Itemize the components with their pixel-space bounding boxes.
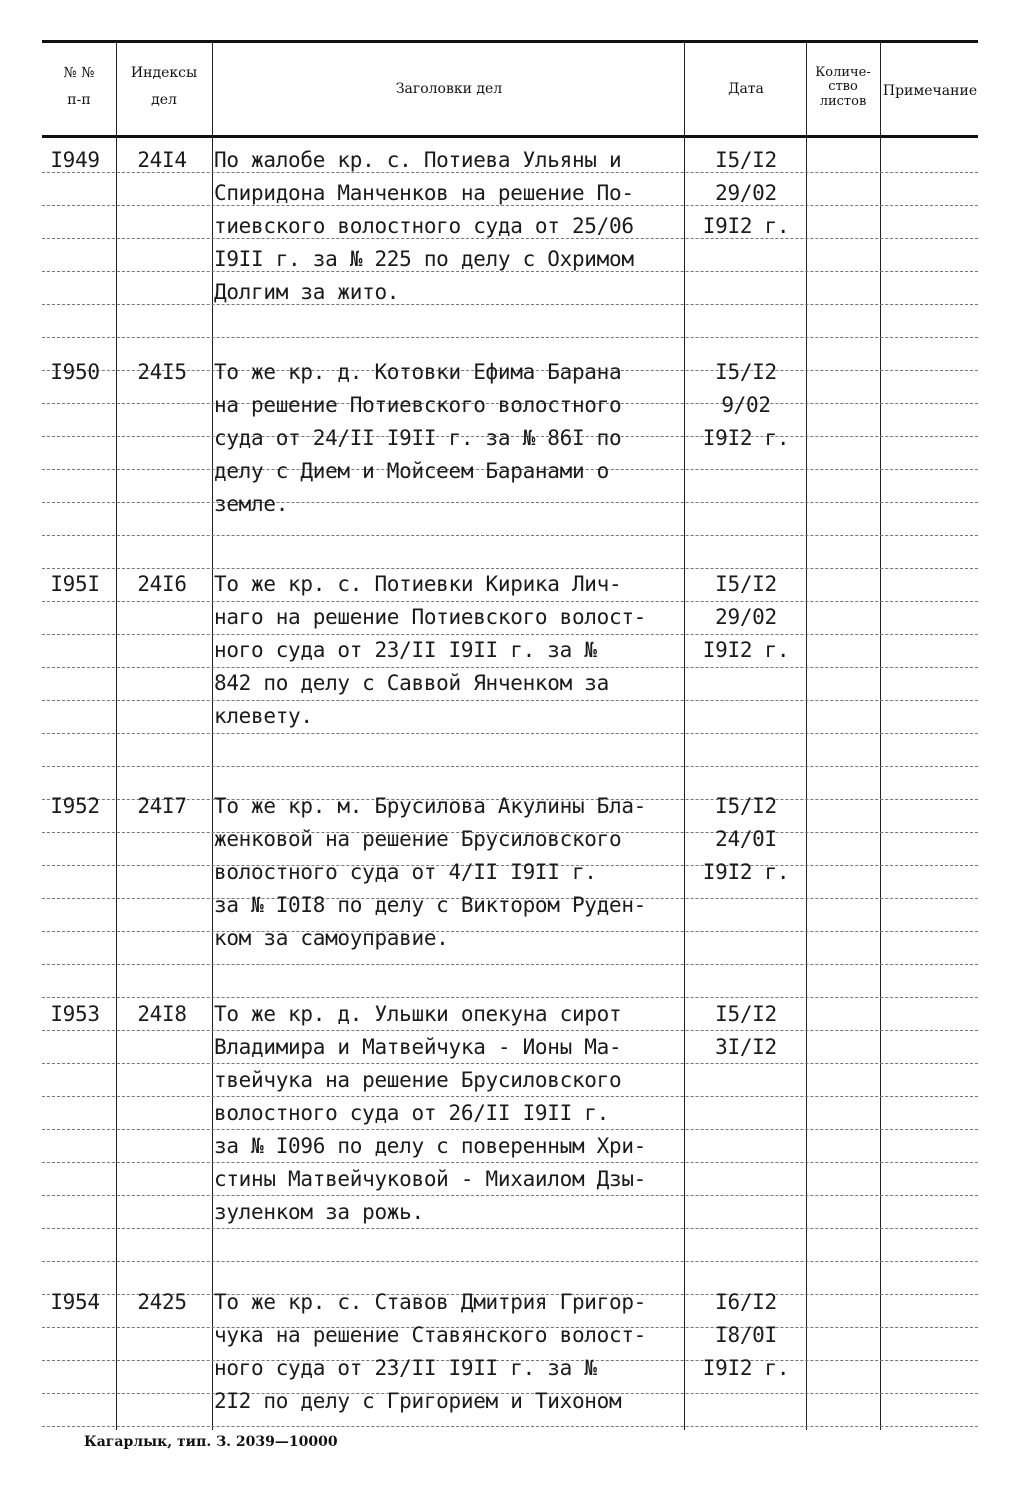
row-rule [42, 271, 978, 272]
record-title-line: стины Матвейчуковой - Михаилом Дзы- [214, 1167, 647, 1191]
record-date-line: I5/I2 [715, 572, 777, 596]
record-number: I949 [50, 148, 100, 172]
row-rule [42, 1228, 978, 1229]
record-index: 2425 [137, 1290, 187, 1314]
row-rule [42, 535, 978, 536]
row-rule [42, 1030, 978, 1031]
record-title-line: суда от 24/II I9II г. за № 86I по [214, 426, 622, 450]
column-rule [212, 42, 213, 1430]
record-date-line: I9I2 г. [702, 426, 790, 450]
record-date-line: I9I2 г. [702, 638, 790, 662]
printer-imprint: Кагарлык, тип. З. 2039—10000 [84, 1434, 338, 1450]
header-date: Дата [728, 81, 764, 97]
record-title-line: волостного суда от 4/II I9II г. [214, 860, 597, 884]
record-title-line: волостного суда от 26/II I9II г. [214, 1101, 609, 1125]
record-date-line: I8/0I [715, 1323, 777, 1347]
record-date-line: I5/I2 [715, 148, 777, 172]
record-title-line: ком за самоуправие. [214, 926, 449, 950]
record-date-line: 29/02 [715, 181, 777, 205]
record-number: I953 [50, 1002, 100, 1026]
record-date-line: I5/I2 [715, 1002, 777, 1026]
header-index: Индексы дел [130, 65, 198, 109]
row-rule [42, 337, 978, 338]
record-date-line: I9I2 г. [702, 860, 790, 884]
row-rule [42, 667, 978, 668]
record-date-line: I9I2 г. [702, 214, 790, 238]
record-title-line: тиевского волостного суда от 25/06 [214, 214, 634, 238]
record-title-line: земле. [214, 492, 289, 516]
row-rule [42, 172, 978, 173]
record-title-line: делу с Дием и Мойсеем Баранами о [214, 459, 609, 483]
record-index: 24I5 [137, 360, 187, 384]
record-title-line: наго на решение Потиевского волост- [214, 605, 647, 629]
row-rule [42, 1129, 978, 1130]
row-rule [42, 634, 978, 635]
row-rule [42, 205, 978, 206]
header-bottom-border [42, 135, 978, 138]
record-number: I950 [50, 360, 100, 384]
record-date-line: I6/I2 [715, 1290, 777, 1314]
record-title-line: 2I2 по делу с Григорием и Тихоном [214, 1389, 622, 1413]
record-date-line: 3I/I2 [715, 1035, 777, 1059]
record-title-line: за № I096 по делу с поверенным Хри- [214, 1134, 647, 1158]
record-title-line: твейчука на решение Брусиловского [214, 1068, 622, 1092]
record-title-line: клевету. [214, 704, 313, 728]
row-rule [42, 1195, 978, 1196]
record-title-line: ного суда от 23/II I9II г. за № [214, 1356, 597, 1380]
record-title-line: ного суда от 23/II I9II г. за № [214, 638, 597, 662]
record-title-line: По жалобе кр. с. Потиева Ульяны и [214, 148, 622, 172]
record-title-line: 842 по делу с Саввой Янченком за [214, 671, 609, 695]
header-note: Примечание [882, 83, 978, 99]
column-rule [116, 42, 117, 1430]
header-num: № № п-п [63, 65, 95, 109]
row-rule [42, 766, 978, 767]
record-index: 24I6 [137, 572, 187, 596]
record-title-line: Долгим за жито. [214, 280, 400, 304]
record-title-line: То же кр. д. Ульшки опекуна сирот [214, 1002, 622, 1026]
row-rule [42, 1096, 978, 1097]
record-title-line: на решение Потиевского волостного [214, 393, 622, 417]
row-rule [42, 964, 978, 965]
row-rule [42, 997, 978, 998]
row-rule [42, 700, 978, 701]
record-date-line: I5/I2 [715, 360, 777, 384]
row-rule [42, 1426, 978, 1427]
record-title-line: То же кр. м. Брусилова Акулины Бла- [214, 794, 647, 818]
row-rule [42, 1261, 978, 1262]
record-number: I952 [50, 794, 100, 818]
header-sheet-count: Количе- ство листов [815, 65, 871, 109]
row-rule [42, 238, 978, 239]
column-rule [880, 42, 881, 1430]
header-title: Заголовки дел [395, 81, 503, 97]
column-rule [806, 42, 807, 1430]
record-date-line: 24/0I [715, 827, 777, 851]
record-title-line: Владимира и Матвейчука - Ионы Ма- [214, 1035, 622, 1059]
record-title-line: То же кр. с. Потиевки Кирика Лич- [214, 572, 622, 596]
record-title-line: То же кр. с. Ставов Дмитрия Григор- [214, 1290, 647, 1314]
record-title-line: Спиридона Манченков на решение По- [214, 181, 634, 205]
record-title-line: То же кр. д. Котовки Ефима Барана [214, 360, 622, 384]
record-title-line: зуленком за рожь. [214, 1200, 424, 1224]
row-rule [42, 601, 978, 602]
row-rule [42, 1162, 978, 1163]
record-title-line: женковой на решение Брусиловского [214, 827, 622, 851]
row-rule [42, 304, 978, 305]
record-index: 24I4 [137, 148, 187, 172]
record-index: 24I7 [137, 794, 187, 818]
record-index: 24I8 [137, 1002, 187, 1026]
record-date-line: I5/I2 [715, 794, 777, 818]
record-title-line: за № I0I8 по делу с Виктором Руден- [214, 893, 647, 917]
record-date-line: 9/02 [721, 393, 771, 417]
record-number: I954 [50, 1290, 100, 1314]
record-title-line: I9II г. за № 225 по делу с Охримом [214, 247, 634, 271]
record-date-line: I9I2 г. [702, 1356, 790, 1380]
table-top-border [42, 40, 978, 43]
record-number: I95I [50, 572, 100, 596]
row-rule [42, 568, 978, 569]
record-date-line: 29/02 [715, 605, 777, 629]
row-rule [42, 733, 978, 734]
record-title-line: чука на решение Ставянского волост- [214, 1323, 647, 1347]
row-rule [42, 1063, 978, 1064]
